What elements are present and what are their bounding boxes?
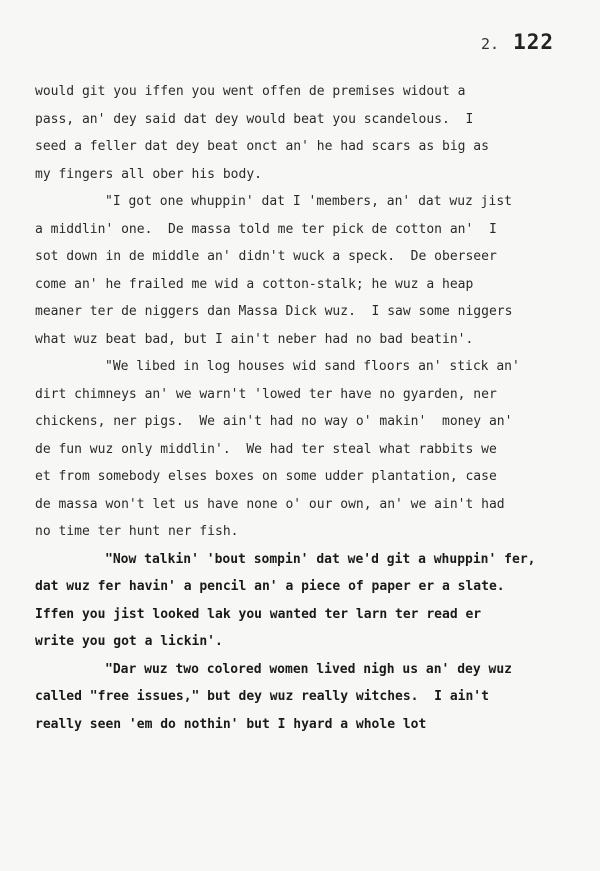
text-line: Iffen you jist looked lak you wanted ter larn ter read er — [35, 606, 482, 622]
text-line: dat wuz fer havin' a pencil an' a piece of paper er a slate. — [35, 579, 505, 594]
text-line: "Dar wuz two colored women lived nigh us an' dey wuz — [105, 661, 512, 677]
text-line: pass, an' dey said dat dey would beat you scandelous. I — [35, 111, 474, 127]
text-line: seed a feller dat dey beat onct an' he had scars as big as — [35, 139, 489, 154]
page-header — [481, 30, 554, 54]
text-line: a middlin' one. De massa told me ter pick de cotton an' I — [35, 221, 497, 237]
text-line: write you got a lickin'. — [35, 634, 223, 649]
text-line: sot down in de middle an' didn't wuck a speck. De oberseer — [35, 249, 497, 264]
page-number: 122 — [513, 30, 554, 54]
text-line: chickens, ner pigs. We ain't had no way o' makin' money an' — [35, 414, 513, 429]
text-line: de fun wuz only middlin'. We had ter steal what rabbits we — [35, 441, 497, 457]
text-line: "We libed in log houses wid sand floors an' stick an' — [105, 359, 520, 374]
text-line: would git you iffen you went offen de premises widout a — [35, 84, 466, 99]
text-line: "Now talkin' 'bout sompin' dat we'd git a whuppin' fer, — [105, 551, 536, 567]
text-line: "I got one whuppin' dat I 'members, an' dat wuz jist — [105, 194, 512, 209]
text-line: de massa won't let us have none o' our own, an' we ain't had — [35, 496, 505, 512]
text-line: no time ter hunt ner fish. — [35, 524, 239, 539]
text-line: called "free issues," but dey wuz really witches. I ain't — [35, 689, 489, 704]
text-line: what wuz beat bad, but I ain't neber had no bad beatin'. — [35, 331, 474, 347]
text-line: my fingers all ober his body. — [35, 166, 262, 182]
text-line: dirt chimneys an' we warn't 'lowed ter have no gyarden, ner — [35, 386, 497, 402]
text-line: really seen 'em do nothin' but I hyard a whole lot — [35, 716, 427, 732]
text-line: et from somebody elses boxes on some udder plantation, case — [35, 469, 497, 484]
document-body — [35, 78, 580, 738]
text-line: meaner ter de niggers dan Massa Dick wuz. I saw some niggers — [35, 304, 513, 319]
page-sub-number: 2. — [481, 35, 500, 53]
text-line: come an' he frailed me wid a cotton-stalk; he wuz a heap — [35, 276, 474, 292]
